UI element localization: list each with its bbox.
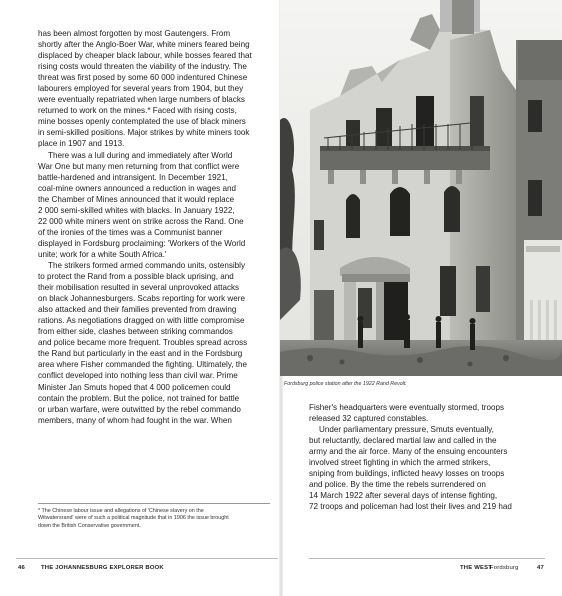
text-line: coal-mine owners announced a reduction in wages and xyxy=(38,183,236,193)
paragraph-2 xyxy=(38,150,272,260)
text-line: conflict developed into nothing less than civil war. Prime xyxy=(38,371,238,381)
photo-illustration xyxy=(280,0,562,376)
text-line: 22 000 white miners went on strike across the Rand. One xyxy=(38,216,244,226)
text-line: sniping from buildings, inflicted heavy losses on troops xyxy=(309,469,505,479)
text-line: mine bosses openly contemplated the use of black miners xyxy=(38,117,246,127)
text-line: were eventually repatriated when large numbers of blacks xyxy=(38,95,245,105)
text-line: down the British Conservative government. xyxy=(38,522,141,529)
text-line: also attacked and their families prevented from drawing xyxy=(38,305,237,315)
left-page-body xyxy=(38,28,272,426)
text-line: The strikers formed armed commando units, ostensibly xyxy=(48,260,246,270)
text-line: members, many of whom had fought in the war. When xyxy=(38,415,232,425)
text-line: or urban warfare, were outwitted by the rebel commando xyxy=(38,404,241,414)
fordsburg-police-station-photo xyxy=(280,0,562,376)
text-line: in semi-skilled positions. Major strikes by white miners took xyxy=(38,128,250,138)
text-line: from either side, clashes between striking commandos xyxy=(38,327,233,337)
text-line: of the ironies of the times was a Communist banner xyxy=(38,227,223,237)
text-line: rations. As negotiations dragged on with little compromise xyxy=(38,316,245,326)
text-line: * The Chinese labour issue and allegations of 'Chinese slavery on the xyxy=(38,508,204,514)
paragraph-3 xyxy=(38,260,272,426)
text-line: Witwatersrand' were of such a political magnitude that in 1906 the issue brought xyxy=(38,515,229,522)
paragraph-5 xyxy=(309,424,545,512)
text-line: army and the air force. Many of the ensuing encounters xyxy=(309,447,508,457)
text-line: rising costs would threaten the viability of the industry. The xyxy=(38,62,247,72)
section-title-footer: THE WEST xyxy=(460,565,493,571)
text-line: Under parliamentary pressure, Smuts eventually, xyxy=(319,425,494,435)
text-line: has been almost forgotten by most Gautengers. From xyxy=(38,29,231,38)
text-line: on black Johannesburgers. Scabs reporting for work were xyxy=(38,294,245,304)
footnote-rule xyxy=(38,503,270,504)
text-line: released 32 captured constables. xyxy=(309,414,429,424)
footnote xyxy=(38,508,270,530)
right-page-body xyxy=(309,402,545,512)
text-line: 72 troops and policeman had lost their lives and 219 had xyxy=(309,502,512,512)
text-line: Minister Jan Smuts hoped that 4 000 policemen could xyxy=(38,382,231,392)
left-footer-rule xyxy=(16,558,278,559)
text-line: returned to work on the mines.* Faced with rising costs, xyxy=(38,106,237,116)
text-line: 2 000 semi-skilled whites with blacks. In January 1922, xyxy=(38,205,235,215)
text-line: War One but many men returning from that conflict were xyxy=(38,161,240,171)
left-page-number: 46 xyxy=(18,565,25,571)
text-line: displayed in Fordsburg proclaiming: 'Workers of the World xyxy=(38,238,246,248)
text-line: the Rand but particularly in the east and in the Fordsburg xyxy=(38,349,243,359)
text-line: the Chamber of Mines announced that it would replace xyxy=(38,194,235,204)
paragraph-4 xyxy=(309,402,545,424)
text-line: their mobilisation resulted in several unprovoked attacks xyxy=(38,283,240,293)
text-line: There was a lull during and immediately after World xyxy=(48,150,233,160)
photo-caption: Fordsburg police station after the 1922 Rand Revolt. xyxy=(284,381,407,387)
text-line: area where Fisher commanded the fighting. Ultimately, the xyxy=(38,360,248,370)
text-line: involved street fighting in which the armed strikers, xyxy=(309,458,491,468)
text-line: but reluctantly, declared martial law and called in the xyxy=(309,436,497,446)
text-line: Fisher's headquarters were eventually stormed, troops xyxy=(309,403,504,412)
book-title-footer: THE JOHANNESBURG EXPLORER BOOK xyxy=(41,565,164,571)
text-line: and police. By the time the rebels surrendered on xyxy=(309,480,486,490)
text-line: contain the problem. But the police, not trained for battle xyxy=(38,393,240,403)
text-line: displaced by cheaper black labour, while bosses feared that xyxy=(38,51,252,61)
text-line: 14 March 1922 after several days of intense fighting, xyxy=(309,491,498,501)
text-line: battle-hardened and intransigent. In December 1921, xyxy=(38,172,228,182)
text-line: threat was first posed by some 60 000 indentured Chinese xyxy=(38,73,248,83)
text-line: to protect the Rand from a possible black uprising, and xyxy=(38,272,234,282)
paragraph-1 xyxy=(38,28,272,150)
text-line: and police became more frequent. Troubles spread across xyxy=(38,338,248,348)
right-footer-rule xyxy=(309,558,545,559)
text-line: shortly after the Anglo-Boer War, white miners feared being xyxy=(38,40,250,50)
subsection-footer: Fordsburg xyxy=(490,565,519,571)
right-page-number: 47 xyxy=(537,565,544,571)
text-line: unite; work for a white South Africa.' xyxy=(38,249,167,259)
text-line: place in 1907 and 1913. xyxy=(38,139,125,149)
text-line: labourers employed for several years from 1904, but they xyxy=(38,84,244,94)
